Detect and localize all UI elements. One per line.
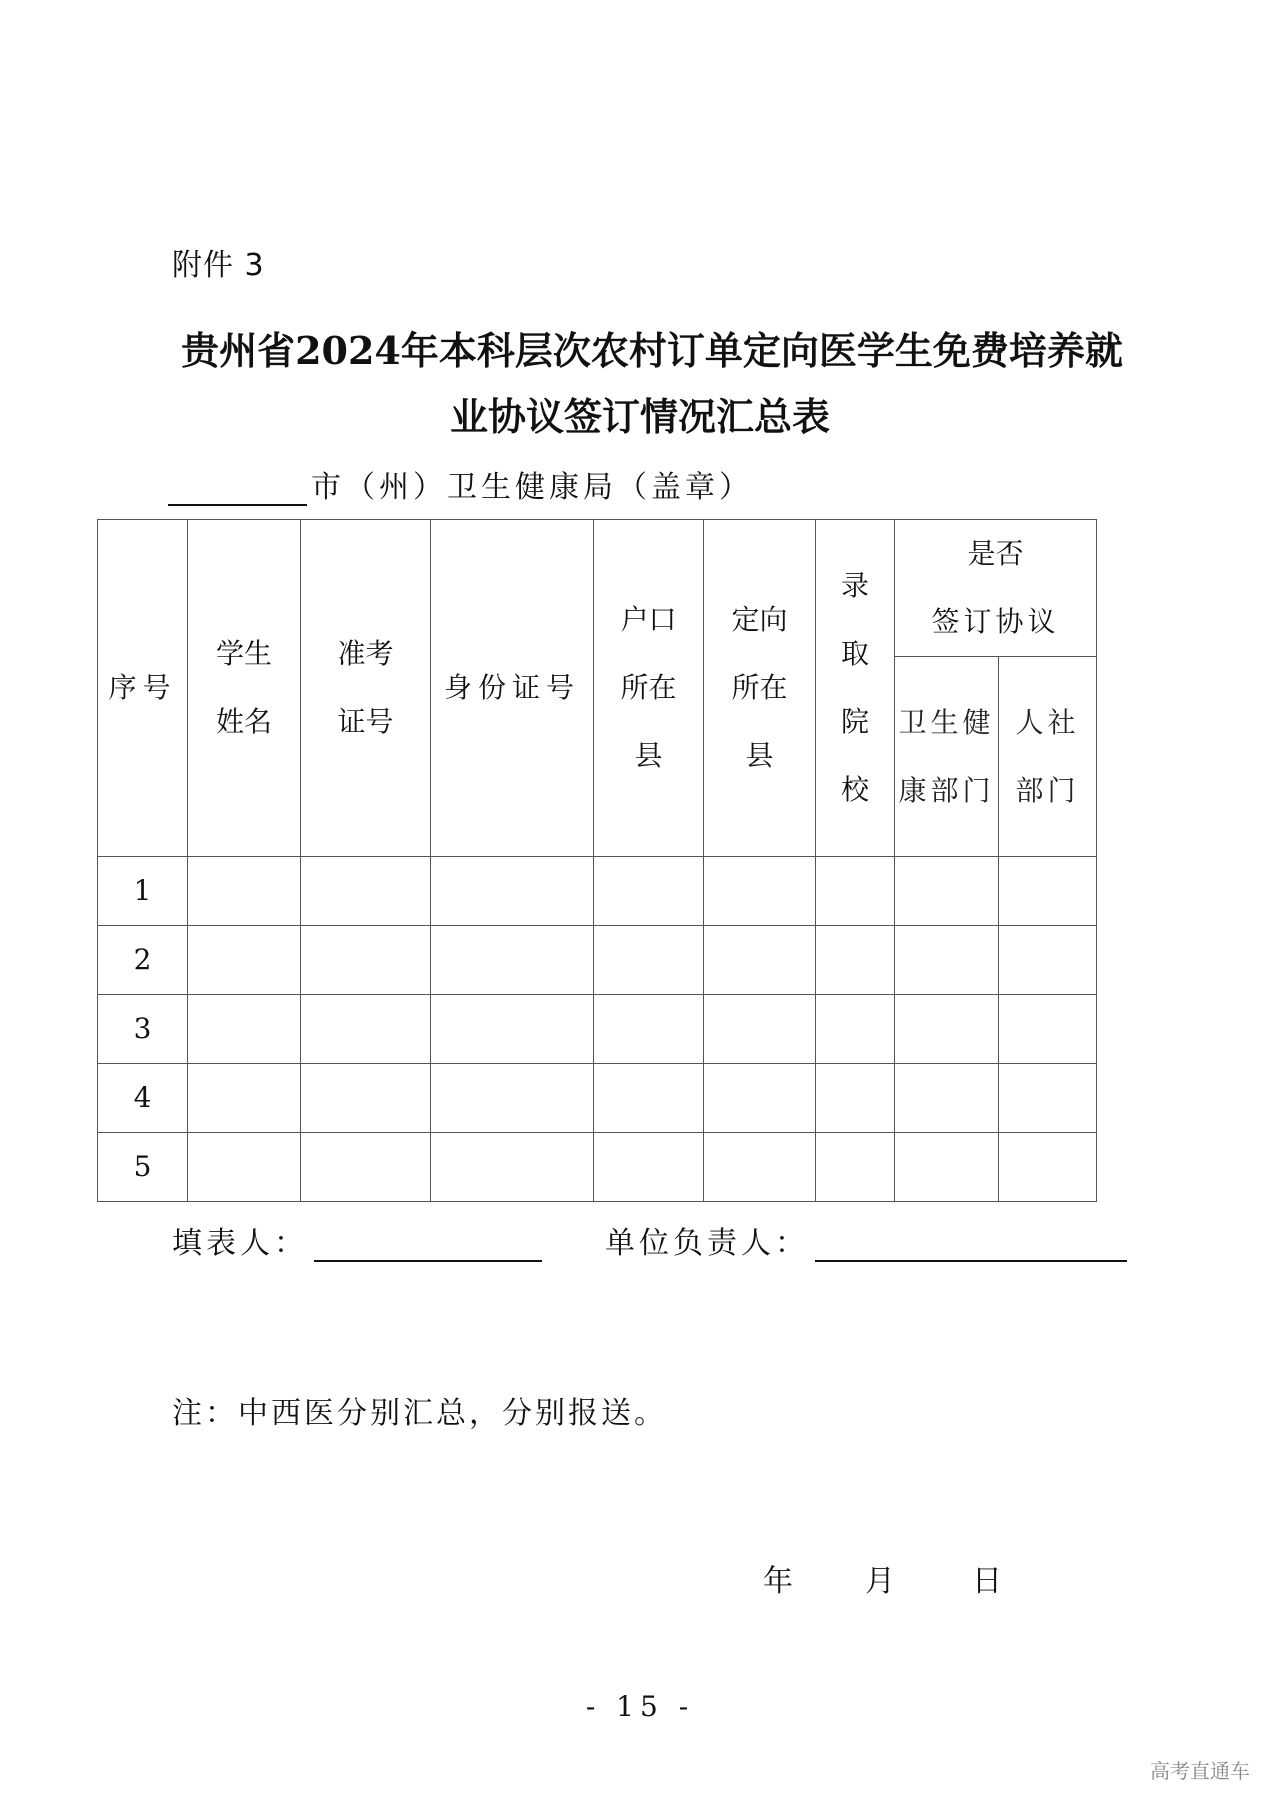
header-signed-group (895, 520, 1097, 657)
cell-hr-dept[interactable] (999, 926, 1097, 995)
cell-health-dept[interactable] (895, 995, 999, 1064)
cell-student-name[interactable] (188, 857, 301, 926)
cell-health-dept[interactable] (895, 1064, 999, 1133)
header-student-name-l2: 姓名 (215, 705, 272, 738)
watermark: 高考直通车 (1150, 1759, 1250, 1783)
cell-admitted-school[interactable] (816, 926, 895, 995)
table-row (98, 1064, 1097, 1133)
cell-student-name[interactable] (188, 926, 301, 995)
summary-table (97, 519, 1097, 1202)
attachment-label: 附件 3 (172, 248, 265, 283)
cell-health-dept[interactable] (895, 926, 999, 995)
header-id-no: 身份证号 (431, 520, 594, 857)
cell-id-no[interactable] (431, 926, 594, 995)
row-seq: 3 (98, 995, 188, 1064)
table-row (98, 995, 1097, 1064)
cell-exam-no[interactable] (301, 1064, 431, 1133)
header-student-name-l1: 学生 (215, 637, 272, 670)
cell-id-no[interactable] (431, 1064, 594, 1133)
header-admitted-school (816, 520, 895, 857)
cell-hr-dept[interactable] (999, 1064, 1097, 1133)
cell-student-name[interactable] (188, 1133, 301, 1202)
cell-hukou-county[interactable] (594, 857, 704, 926)
table-row (98, 926, 1097, 995)
row-seq: 2 (98, 926, 188, 995)
header-exam-no-l1: 准考 (337, 637, 394, 670)
header-hukou-l3: 县 (634, 739, 663, 772)
header-health-l1: 卫生健 (898, 705, 995, 739)
cell-health-dept[interactable] (895, 1133, 999, 1202)
filler-signature (172, 1218, 542, 1262)
table-row (98, 1133, 1097, 1202)
cell-admitted-school[interactable] (816, 1133, 895, 1202)
header-school-l2: 取 (840, 637, 869, 670)
cell-id-no[interactable] (431, 857, 594, 926)
cell-hr-dept[interactable] (999, 857, 1097, 926)
header-target-l1: 定向 (731, 603, 788, 636)
header-hukou-county (594, 520, 704, 857)
cell-student-name[interactable] (188, 1064, 301, 1133)
leader-signature (605, 1218, 1127, 1262)
header-exam-no (301, 520, 431, 857)
cell-hr-dept[interactable] (999, 1133, 1097, 1202)
cell-target-county[interactable] (704, 857, 816, 926)
city-bureau-text: 市（州）卫生健康局（盖章） (311, 470, 753, 505)
row-seq: 5 (98, 1133, 188, 1202)
cell-id-no[interactable] (431, 995, 594, 1064)
cell-admitted-school[interactable] (816, 1064, 895, 1133)
cell-hr-dept[interactable] (999, 995, 1097, 1064)
header-target-l2: 所在 (731, 671, 788, 704)
header-hukou-l1: 户口 (620, 603, 677, 636)
cell-exam-no[interactable] (301, 1133, 431, 1202)
document-title-line2: 业协议签订情况汇总表 (449, 394, 830, 439)
header-school-l4: 校 (840, 773, 869, 806)
header-seq: 序号 (98, 520, 188, 857)
cell-hukou-county[interactable] (594, 1133, 704, 1202)
cell-hukou-county[interactable] (594, 1064, 704, 1133)
header-signed-l1: 是否 (967, 537, 1024, 570)
header-school-l1: 录 (840, 569, 869, 602)
cell-exam-no[interactable] (301, 926, 431, 995)
cell-target-county[interactable] (704, 1133, 816, 1202)
cell-exam-no[interactable] (301, 857, 431, 926)
leader-label: 单位负责人： (605, 1226, 809, 1261)
cell-exam-no[interactable] (301, 995, 431, 1064)
table-row (98, 857, 1097, 926)
header-student-name (188, 520, 301, 857)
header-health-dept (895, 657, 999, 857)
header-hr-l2: 部门 (1015, 773, 1080, 807)
city-name-blank[interactable] (168, 474, 307, 506)
cell-target-county[interactable] (704, 1064, 816, 1133)
cell-hukou-county[interactable] (594, 995, 704, 1064)
cell-id-no[interactable] (431, 1133, 594, 1202)
header-school-l3: 院 (840, 705, 869, 738)
date-month-label: 月 (865, 1564, 895, 1599)
row-seq: 1 (98, 857, 188, 926)
cell-admitted-school[interactable] (816, 857, 895, 926)
cell-target-county[interactable] (704, 926, 816, 995)
header-exam-no-l2: 证号 (337, 705, 394, 738)
date-day-label: 日 (972, 1564, 1002, 1599)
header-hr-l1: 人社 (1015, 705, 1080, 739)
cell-student-name[interactable] (188, 995, 301, 1064)
cell-hukou-county[interactable] (594, 926, 704, 995)
cell-admitted-school[interactable] (816, 995, 895, 1064)
row-seq: 4 (98, 1064, 188, 1133)
document-title-line1: 贵州省2024年本科层次农村订单定向医学生免费培养就 (181, 328, 1123, 373)
filler-label: 填表人： (172, 1226, 308, 1261)
footnote: 注：中西医分别汇总，分别报送。 (172, 1396, 667, 1431)
header-health-l2: 康部门 (898, 773, 995, 807)
cell-health-dept[interactable] (895, 857, 999, 926)
header-hr-dept (999, 657, 1097, 857)
header-hukou-l2: 所在 (620, 671, 677, 704)
filler-name-blank[interactable] (314, 1228, 542, 1262)
city-bureau-line (168, 462, 753, 506)
page-number: - 15 - (585, 1690, 695, 1723)
header-target-l3: 县 (745, 739, 774, 772)
date-year-label: 年 (763, 1564, 793, 1599)
header-signed-l2: 签订协议 (931, 605, 1060, 638)
leader-name-blank[interactable] (815, 1228, 1127, 1262)
header-target-county (704, 520, 816, 857)
cell-target-county[interactable] (704, 995, 816, 1064)
